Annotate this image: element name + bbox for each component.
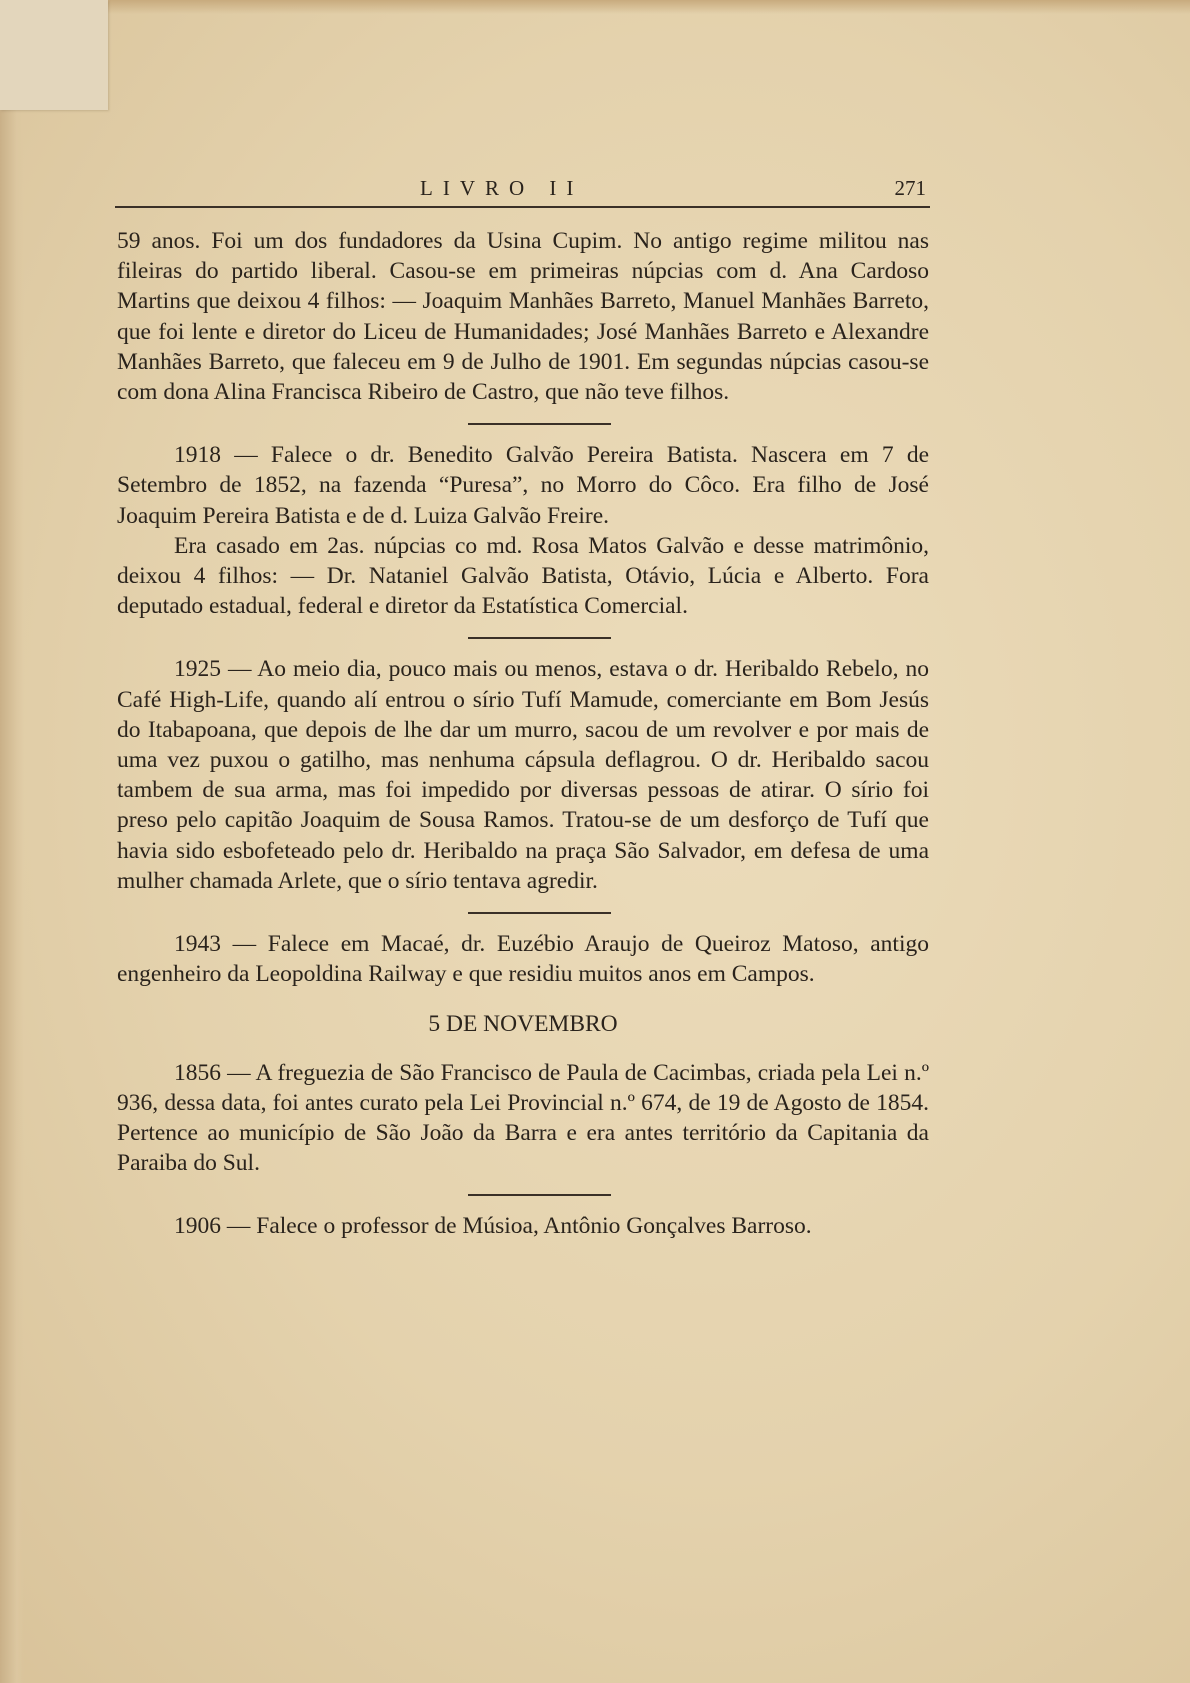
date-heading: 5 DE NOVEMBRO <box>428 1011 618 1038</box>
section-separator <box>468 637 611 639</box>
header-rule <box>115 206 930 208</box>
section-separator <box>468 912 611 914</box>
body-text <box>117 226 929 1242</box>
page-top-shadow <box>0 0 1190 14</box>
paragraph: Era casado em 2as. núpcias co md. Rosa Matos Galvão e desse matrimônio, deixou 4 filhos: — Dr. Nataniel Galvão Batista, Otávio, Lúcia e Alberto. Fora deputado estadual, federal e diretor da Estatística Comercial. <box>117 532 929 620</box>
running-title: LIVRO II <box>420 176 584 200</box>
section-separator <box>468 1194 611 1196</box>
paragraph: 1856 — A freguezia de São Francisco de Paula de Cacimbas, criada pela Lei n.º 936, dessa data, foi antes curato pela Lei Provincial n.º 674, de 19 de Agosto de 1854. Pertence ao município de São João da Barra e era antes território da Capitania da Paraiba do Sul. <box>117 1059 929 1177</box>
paragraph: 1906 — Falece o professor de Músioa, Antônio Gonçalves Barroso. <box>174 1213 812 1240</box>
paragraph: 59 anos. Foi um dos fundadores da Usina Cupim. No antigo regime militou nas fileiras do partido liberal. Casou-se em primeiras núpcias com d. Ana Cardoso Martins que deixou 4 filhos: — Joaquim Manhães Barreto, Manuel Manhães Barreto, que foi lente e diretor do Liceu de Humanidades; José Manhães Barreto e Alexandre Manhães Barreto, que faleceu em 9 de Julho de 1901. Em segundas núpcias casou-se com dona Alina Francisca Ribeiro de Castro, que não teve filhos. <box>117 228 929 406</box>
paper-corner-tab <box>0 0 108 110</box>
paragraph: 1925 — Ao meio dia, pouco mais ou menos, estava o dr. Heribaldo Rebelo, no Café High-Life, quando alí entrou o sírio Tufí Mamude, comerciante em Bom Jesús do Itabapoana, que depois de lhe dar um murro, sacou de um revolver e por mais de uma vez puxou o gatilho, mas nenhuma cápsula deflagrou. O dr. Heribaldo sacou tambem de sua arma, mas foi impedido por diversas pessoas de atirar. O sírio foi preso pelo capitão Joaquim de Sousa Ramos. Tratou-se de um desforço de Tufí que havia sido esbofeteado pelo dr. Heribaldo na praça São Salvador, em defesa de uma mulher chamada Arlete, que o sírio tentava agredir. <box>117 656 929 894</box>
page-number: 271 <box>894 176 926 200</box>
paragraph: 1918 — Falece o dr. Benedito Galvão Pereira Batista. Nascera em 7 de Setembro de 1852, na fazenda “Puresa”, no Morro do Côco. Era filho de José Joaquim Pereira Batista e de d. Luiza Galvão Freire. <box>117 442 929 529</box>
section-separator <box>468 423 611 425</box>
page-binding-edge <box>0 0 24 1683</box>
paragraph: 1943 — Falece em Macaé, dr. Euzébio Araujo de Queiroz Matoso, antigo engenheiro da Leopoldina Railway e que residiu muitos anos em Campos. <box>117 931 929 988</box>
page-header <box>115 172 930 208</box>
